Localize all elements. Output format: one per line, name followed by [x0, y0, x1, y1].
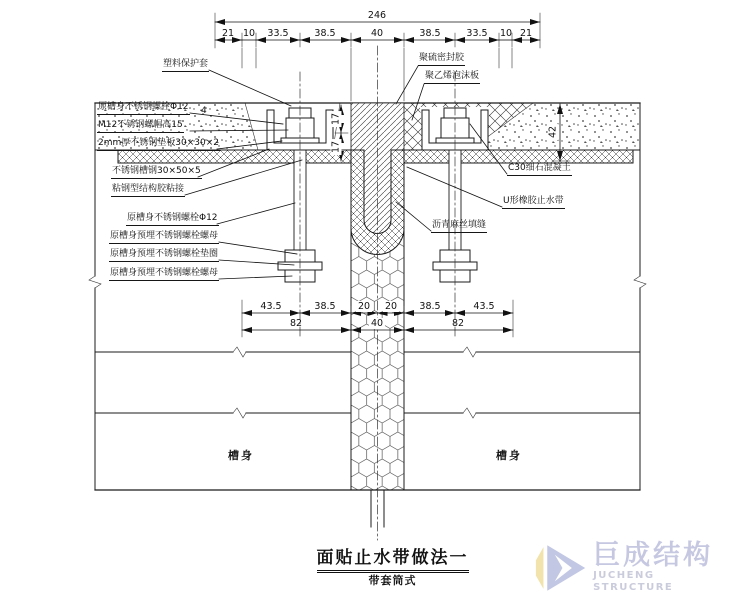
dim-top-21a: 21 — [221, 28, 235, 39]
callout-bolt-top: 原槽身不锈钢螺栓Φ12 — [97, 102, 190, 115]
callout-plastic-sleeve: 塑料保护套 — [162, 59, 209, 72]
dim-top-10a: 10 — [242, 28, 256, 39]
callout-u-waterstop: U形橡胶止水带 — [502, 196, 565, 209]
dim-vert-17a: 17 — [330, 112, 342, 126]
dim-top-33a: 33.5 — [267, 28, 289, 39]
dim-bot-40: 40 — [370, 318, 384, 329]
logo-name-cn: 巨成结构 — [593, 540, 714, 571]
dim-bot-43a: 43.5 — [260, 301, 282, 312]
callout-bolt-lower: 原槽身不锈钢螺栓Φ12 — [126, 213, 219, 226]
callout-foam-board: 聚乙烯泡沫板 — [424, 71, 480, 84]
dim-bot-38b: 38.5 — [419, 301, 441, 312]
callout-channel-steel: 不锈钢槽钢30×50×5 — [111, 166, 202, 179]
dim-bot-82a: 82 — [289, 318, 303, 329]
body-label-right: 槽身 — [496, 449, 522, 462]
jucheng-logo-icon — [534, 542, 587, 594]
drawing-subtitle: 带套筒式 — [368, 574, 417, 587]
jucheng-logo-text — [593, 542, 732, 594]
dim-top-10b: 10 — [499, 28, 513, 39]
dim-top-40: 40 — [370, 28, 384, 39]
callout-nut-m12: M12不锈钢螺帽高15 — [97, 120, 184, 133]
note-4: 4 — [201, 106, 207, 116]
callout-asphalt-caulk: 沥青麻丝填缝 — [431, 220, 487, 233]
callout-sealant: 聚硫密封胶 — [418, 53, 465, 66]
logo-name-en: JUCHENG STRUCTURE — [593, 570, 674, 593]
drawing-title-block — [305, 543, 480, 573]
callout-embedded-nut-2: 原槽身预埋不锈钢螺栓螺母 — [109, 268, 219, 281]
callout-pad-plate: 2mm厚不锈钢垫板30×30×2 — [97, 138, 220, 151]
callout-structural-glue: 粘钢型结构胶粘接 — [111, 184, 185, 197]
body-label-left: 槽身 — [228, 449, 254, 462]
dim-bot-43b: 43.5 — [473, 301, 495, 312]
dim-vert-17b: 17 — [330, 140, 342, 154]
dim-bot-20a: 20 — [357, 301, 371, 312]
dim-bot-82b: 82 — [451, 318, 465, 329]
dim-top-38a: 38.5 — [314, 28, 336, 39]
dim-top-21b: 21 — [519, 28, 533, 39]
dim-bot-38a: 38.5 — [314, 301, 336, 312]
jucheng-logo — [534, 540, 732, 596]
dim-bot-20b: 20 — [384, 301, 398, 312]
dim-top-38b: 38.5 — [419, 28, 441, 39]
drawing-title: 面贴止水带做法一 — [317, 543, 469, 573]
dim-vert-42: 42 — [547, 125, 559, 139]
callout-c30-concrete: C30细石混凝土 — [507, 163, 572, 176]
dim-top-33b: 33.5 — [466, 28, 488, 39]
dim-total-246: 246 — [367, 10, 387, 21]
callout-embedded-washer: 原槽身预埋不锈钢螺栓垫圈 — [109, 249, 219, 262]
callout-embedded-nut-1: 原槽身预埋不锈钢螺栓螺母 — [109, 231, 219, 244]
